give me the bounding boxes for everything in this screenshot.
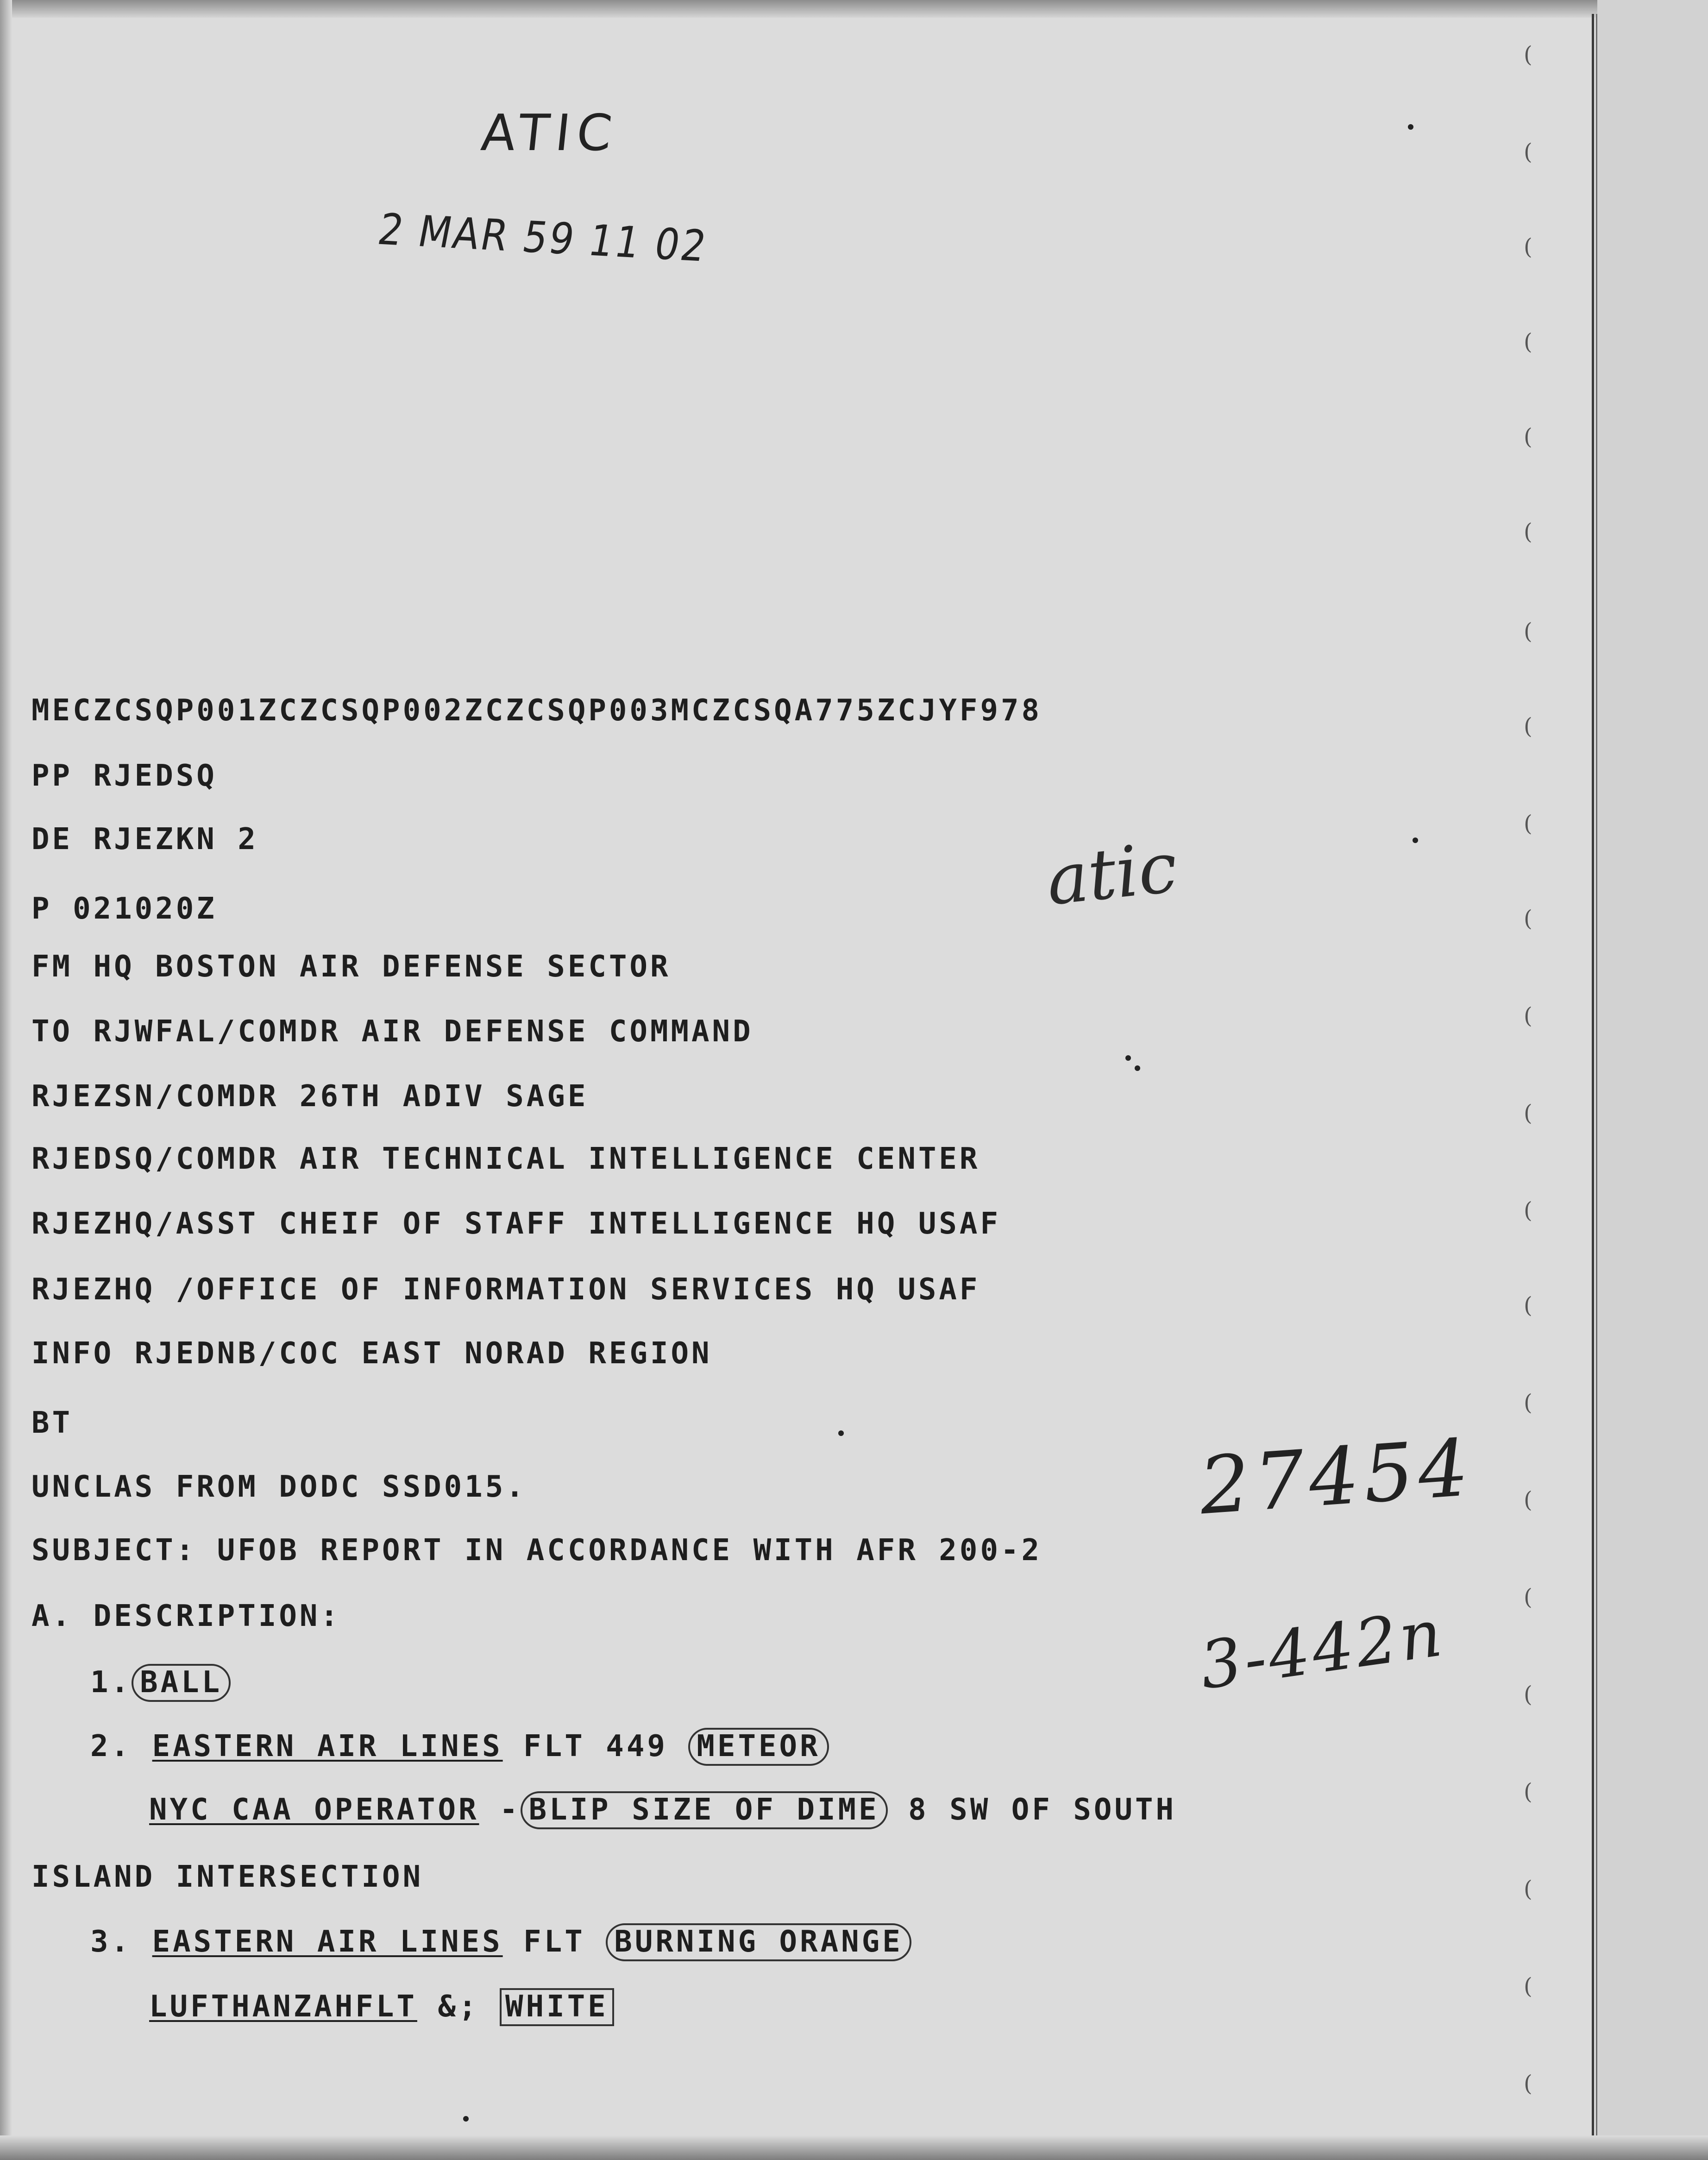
feed-mark: ( bbox=[1524, 234, 1532, 260]
feed-mark: ( bbox=[1524, 519, 1532, 545]
feed-mark: ( bbox=[1524, 1292, 1532, 1318]
feed-mark: ( bbox=[1524, 1197, 1532, 1223]
dust-speck bbox=[1408, 124, 1413, 130]
location-text: 8 SW OF SOUTH bbox=[887, 1793, 1177, 1827]
tractor-feed-strip bbox=[1597, 0, 1708, 2160]
feed-mark: ( bbox=[1524, 618, 1532, 644]
dtg-line: P 021020Z bbox=[31, 892, 217, 926]
item-2-location: ISLAND INTERSECTION bbox=[31, 1860, 424, 1894]
feed-mark: ( bbox=[1524, 42, 1532, 68]
precedence-line: PP RJEDSQ bbox=[31, 759, 217, 793]
feed-mark: ( bbox=[1524, 1779, 1532, 1805]
item-number: 1. bbox=[90, 1665, 132, 1700]
handwritten-reference: 3-442n bbox=[1195, 1595, 1449, 1705]
feed-mark: ( bbox=[1524, 1681, 1532, 1707]
feed-mark: ( bbox=[1524, 424, 1532, 450]
observer-source: LUFTHANZAHFLT bbox=[149, 1990, 417, 2024]
flight-label: FLT bbox=[502, 1925, 606, 1959]
feed-mark: ( bbox=[1524, 1876, 1532, 1902]
circled-color-value: BURNING ORANGE bbox=[606, 1923, 911, 1961]
feed-mark: ( bbox=[1524, 329, 1532, 355]
feed-mark: ( bbox=[1524, 139, 1532, 165]
circled-shape-value: BALL bbox=[132, 1664, 231, 1702]
feed-mark: ( bbox=[1524, 713, 1532, 739]
observer-source: EASTERN AIR LINES bbox=[152, 1729, 503, 1763]
boxed-color-value: WHITE bbox=[500, 1988, 614, 2026]
date-time-stamp: 2 MAR 59 11 02 bbox=[374, 204, 712, 271]
atic-stamp: ATIC bbox=[478, 104, 622, 162]
to-line-3: RJEDSQ/COMDR AIR TECHNICAL INTELLIGENCE CENTER bbox=[31, 1142, 980, 1176]
dash-separator: - bbox=[479, 1793, 521, 1827]
feed-mark: ( bbox=[1524, 1003, 1532, 1029]
dust-speck bbox=[1125, 1055, 1131, 1061]
feed-mark: ( bbox=[1524, 1584, 1532, 1610]
feed-mark: ( bbox=[1524, 1487, 1532, 1513]
routing-line: MECZCSQP001ZCZCSQP002ZCZCSQP003MCZCSQA775ZCJYF978 bbox=[31, 693, 1042, 728]
bt-line: BT bbox=[31, 1406, 73, 1440]
dust-speck bbox=[838, 1430, 844, 1436]
handwritten-atic: atic bbox=[1042, 827, 1181, 921]
feed-mark: ( bbox=[1524, 1973, 1532, 1999]
to-line-4: RJEZHQ/ASST CHEIF OF STAFF INTELLIGENCE HQ USAF bbox=[31, 1207, 1001, 1241]
observer-source: NYC CAA OPERATOR bbox=[149, 1793, 479, 1827]
observer-source: EASTERN AIR LINES bbox=[152, 1925, 503, 1959]
item-2-continued bbox=[149, 1795, 1176, 1826]
to-line-2: RJEZSN/COMDR 26TH ADIV SAGE bbox=[31, 1079, 589, 1114]
circled-size-value: BLIP SIZE OF DIME bbox=[521, 1791, 888, 1829]
unclas-line: UNCLAS FROM DODC SSD015. bbox=[31, 1470, 527, 1504]
separator: &; bbox=[417, 1990, 500, 2024]
feed-mark: ( bbox=[1524, 1390, 1532, 1416]
from-line: FM HQ BOSTON AIR DEFENSE SECTOR bbox=[31, 950, 671, 984]
de-line: DE RJEZKN 2 bbox=[31, 822, 258, 856]
perforation-line-inner bbox=[1596, 14, 1597, 2160]
item-2 bbox=[90, 1729, 829, 1763]
item-3-continued bbox=[149, 1992, 614, 2022]
section-a-heading: A. DESCRIPTION: bbox=[31, 1599, 341, 1633]
item-number: 2. bbox=[90, 1729, 132, 1763]
item-number: 3. bbox=[90, 1925, 132, 1959]
feed-mark: ( bbox=[1524, 1100, 1532, 1126]
to-line-5: RJEZHQ /OFFICE OF INFORMATION SERVICES HQ USAF bbox=[31, 1272, 980, 1307]
circled-size-value: METEOR bbox=[688, 1728, 829, 1766]
item-1 bbox=[90, 1665, 231, 1700]
dust-speck bbox=[463, 2116, 469, 2122]
handwritten-case-number: 27454 bbox=[1196, 1422, 1476, 1533]
flight-number: FLT 449 bbox=[502, 1729, 689, 1763]
scan-top-edge bbox=[0, 0, 1708, 18]
subject-line: SUBJECT: UFOB REPORT IN ACCORDANCE WITH AFR 200-2 bbox=[31, 1533, 1042, 1568]
to-line-1: TO RJWFAL/COMDR AIR DEFENSE COMMAND bbox=[31, 1014, 754, 1049]
feed-mark: ( bbox=[1524, 906, 1532, 932]
dust-speck bbox=[1413, 838, 1418, 843]
info-line: INFO RJEDNB/COC EAST NORAD REGION bbox=[31, 1336, 712, 1371]
perforation-line bbox=[1592, 14, 1594, 2160]
feed-mark: ( bbox=[1524, 2071, 1532, 2097]
item-3 bbox=[90, 1927, 911, 1958]
feed-mark: ( bbox=[1524, 811, 1532, 837]
dust-speck bbox=[1135, 1065, 1140, 1071]
scan-bottom-edge bbox=[0, 2135, 1708, 2160]
scan-left-edge bbox=[0, 0, 12, 2160]
